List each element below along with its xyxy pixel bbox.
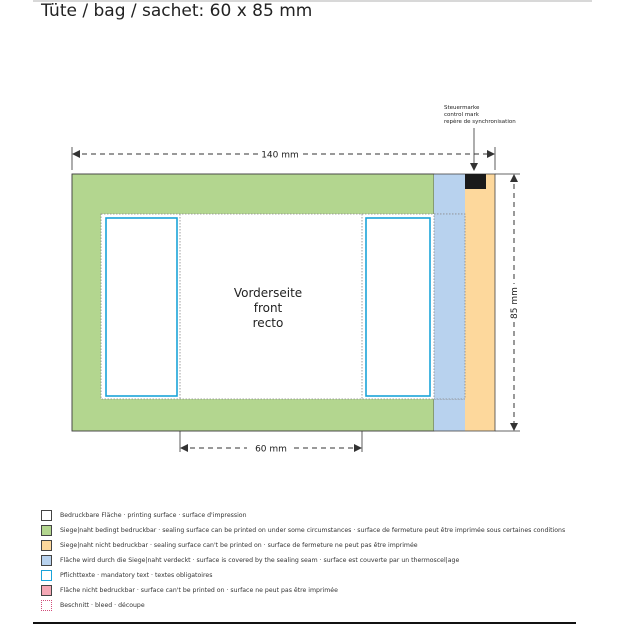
front-width-dimension <box>180 431 362 455</box>
height-dimension <box>495 174 520 431</box>
front-label-fr: recto <box>252 316 284 330</box>
legend-label: Beschnitt · bleed · découpe <box>60 602 145 609</box>
width-dimension <box>72 147 495 170</box>
legend-label: Fläche nicht bedruckbar · surface can't be printed on · surface ne peut pas être imprimée <box>60 587 338 594</box>
blue-swatch-icon <box>41 555 52 566</box>
legend-label: Bedruckbare Fläche · printing surface · surface d'impression <box>60 512 247 519</box>
front-width-label: 60 mm <box>255 444 287 455</box>
height-label: 85 mm <box>510 287 520 319</box>
mandatory-text-box-right <box>366 218 430 396</box>
green-swatch-icon <box>41 525 52 536</box>
page-title: Tüte / bag / sachet: 60 x 85 mm <box>41 1 313 21</box>
cyan-outline-swatch-icon <box>41 570 52 581</box>
dotted-swatch-icon <box>41 600 52 611</box>
front-label-en: front <box>253 301 283 315</box>
white-swatch-icon <box>41 510 52 521</box>
sealing-not-printable-strip <box>465 174 495 431</box>
control-mark-label-en: control mark <box>444 112 479 118</box>
mandatory-text-box-left <box>106 218 177 396</box>
legend-label: Pflichttexte · mandatory text · textes obligatoires <box>60 572 213 579</box>
front-label-de: Vorderseite <box>233 286 303 300</box>
orange-swatch-icon <box>41 540 52 551</box>
legend-label: Siege|naht bedingt bedruckbar · sealing surface can be printed on under some circumstances · surface de fermeture peut être imprimée sous certaines conditions <box>60 527 566 534</box>
printing-surface-covered <box>434 214 465 399</box>
legend-label: Siege|naht nicht bedruckbar · sealing surface can't be printed on · surface de fermeture ne peut pas être imprimée <box>60 542 418 549</box>
width-label: 140 mm <box>261 150 299 161</box>
bottom-divider <box>33 622 576 624</box>
control-mark-label-fr: repère de synchronisation <box>444 119 516 125</box>
control-mark <box>465 174 486 189</box>
legend-label: Fläche wird durch die Siege|naht verdeckt · surface is covered by the sealing seam · surface est couverte par un thermoscel|age <box>60 557 460 564</box>
control-mark-label-de: Steuermarke <box>444 105 480 111</box>
pink-swatch-icon <box>41 585 52 596</box>
